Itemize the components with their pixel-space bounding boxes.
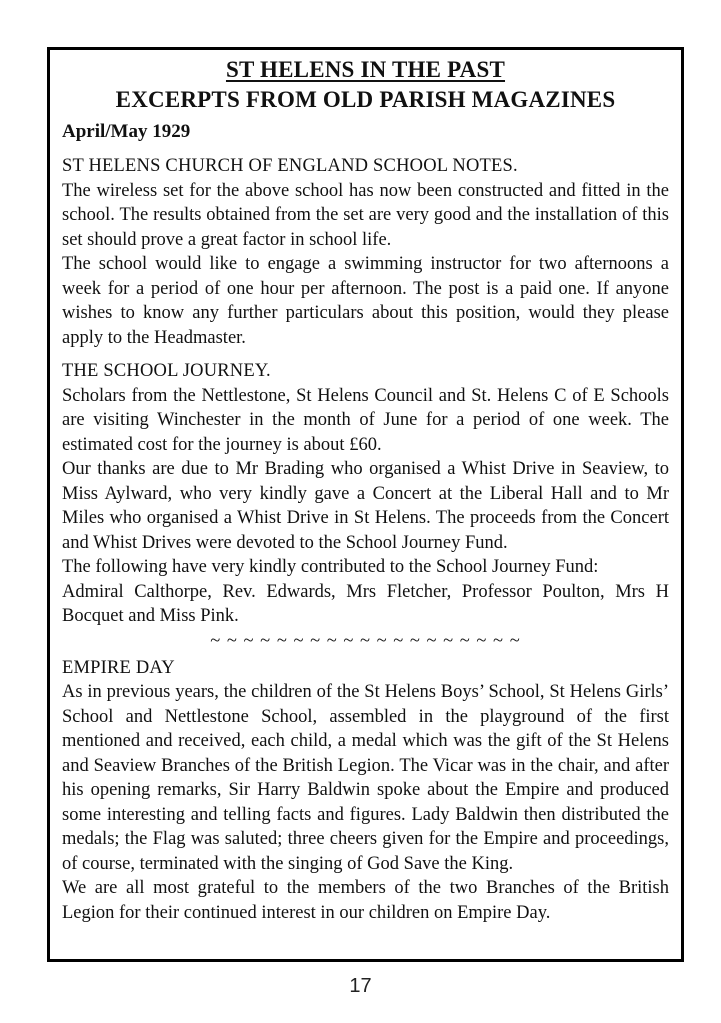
tilde-divider: ~ ~ ~ ~ ~ ~ ~ ~ ~ ~ ~ ~ ~ ~ ~ ~ ~ ~ ~ xyxy=(210,630,521,651)
page-title xyxy=(62,55,669,85)
page-title-text: ST HELENS IN THE PAST xyxy=(225,57,506,82)
paragraph: We are all most grateful to the members of the two Branches of the British Legion for their continued interest in our children on Empire Day. xyxy=(62,878,669,923)
issue-date: April/May 1929 xyxy=(62,121,191,142)
page-frame xyxy=(47,47,684,962)
page-subtitle: EXCERPTS FROM OLD PARISH MAGAZINES xyxy=(115,87,616,112)
section-school-journey xyxy=(62,359,669,629)
section-school-notes xyxy=(62,154,669,350)
paragraph: As in previous years, the children of the St Helens Boys’ School, St Helens Girls’ School and Nettlestone School, assembled in the playground of the first mentioned and received, each child, a medal which was the gift of the St Helens and Seaview Branches of the British Legion. The Vicar was in the chair, and after his opening remarks, Sir Harry Baldwin spoke about the Empire and produced some interesting and telling facts and figures. Lady Baldwin then distributed the medals; the Flag was saluted; three cheers given for the Empire and proceedings, of course, terminated with the singing of God Save the King. xyxy=(62,682,669,874)
paragraph: The school would like to engage a swimming instructor for two afternoons a week for a period of one hour per afternoon. The post is a paid one. If anyone wishes to know any further particulars about this position, would they please apply to the Headmaster. xyxy=(62,254,669,348)
section-empire-day xyxy=(62,656,669,926)
page-number: 17 xyxy=(349,975,372,997)
paragraph: Our thanks are due to Mr Brading who organised a Whist Drive in Seaview, to Miss Aylward, who very kindly gave a Concert at the Liberal Hall and to Mr Miles who organised a Whist Drive in St Helens. The proceeds from the Concert and Whist Drives were devoted to the School Journey Fund. xyxy=(62,459,669,553)
section-heading: EMPIRE DAY xyxy=(62,657,175,678)
paragraph: Admiral Calthorpe, Rev. Edwards, Mrs Fletcher, Professor Poulton, Mrs H Bocquet and Miss Pink. xyxy=(62,581,669,626)
paragraph: The following have very kindly contributed to the School Journey Fund: xyxy=(62,557,599,577)
paragraph: Scholars from the Nettlestone, St Helens Council and St. Helens C of E Schools are visiting Winchester in the month of June for a period of one week. The estimated cost for the journey is about £60. xyxy=(62,385,669,455)
paragraph: The wireless set for the above school has now been constructed and fitted in the school. The results obtained from the set are very good and the installation of this set should prove a great factor in school life. xyxy=(62,180,669,250)
section-heading: THE SCHOOL JOURNEY. xyxy=(62,361,271,381)
section-heading: ST HELENS CHURCH OF ENGLAND SCHOOL NOTES. xyxy=(62,156,518,176)
